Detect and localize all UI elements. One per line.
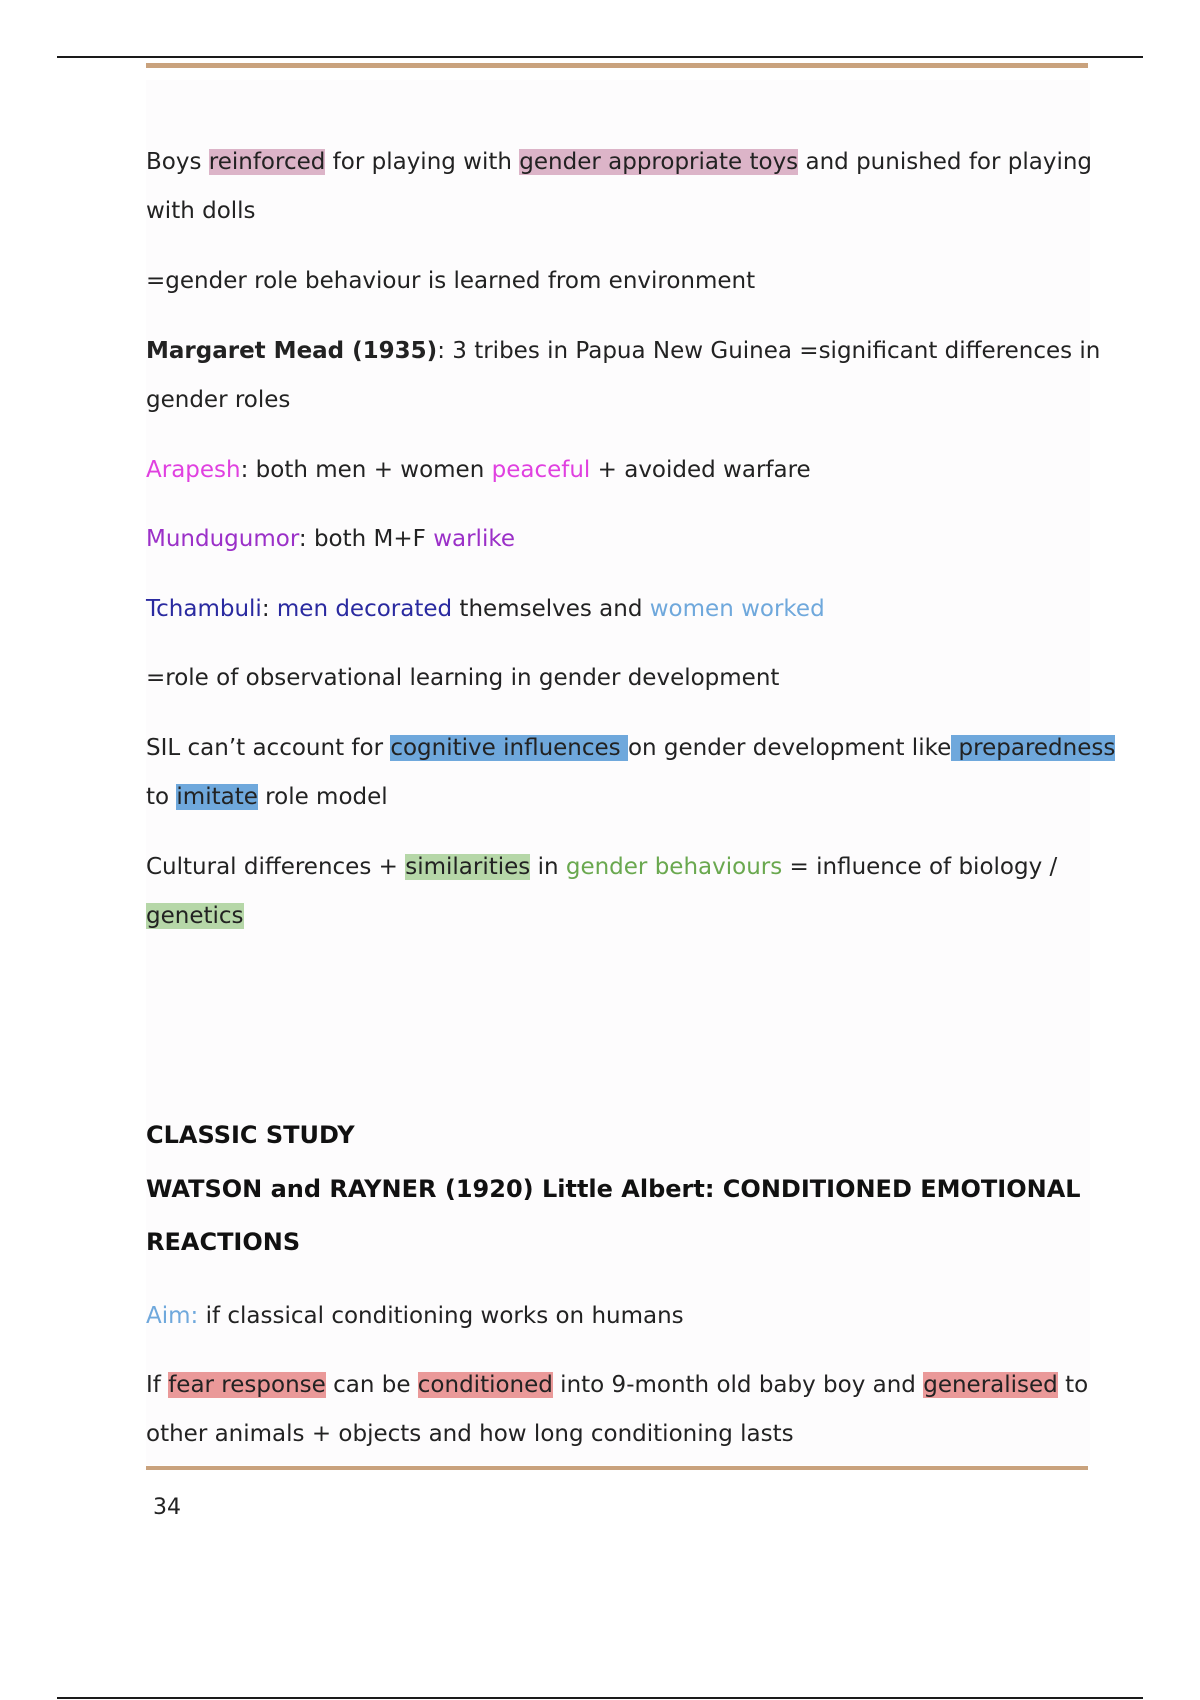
bottom-frame-line	[57, 1697, 1143, 1699]
colored-women-worked: women worked	[649, 596, 825, 622]
study-title	[146, 1163, 1081, 1269]
text: other animals + objects and how long conditioning lasts	[146, 1421, 794, 1447]
highlight-cognitive-influences: cognitive influences	[390, 735, 628, 761]
text: gender roles	[146, 387, 291, 413]
text: to	[1057, 1372, 1089, 1398]
text: If	[146, 1372, 169, 1398]
paragraph-arapesh	[146, 446, 1096, 495]
top-frame-line	[57, 56, 1143, 58]
text: for playing with	[325, 149, 520, 175]
text: : both men + women	[240, 457, 492, 483]
text: Cultural differences +	[146, 854, 406, 880]
aim-text: if classical conditioning works on humans	[198, 1303, 684, 1329]
text: and punished for playing	[798, 149, 1093, 175]
text: : both M+F	[298, 526, 434, 552]
text: with dolls	[146, 198, 256, 224]
tribe-name-arapesh: Arapesh	[146, 457, 241, 483]
colored-warlike: warlike	[433, 526, 515, 552]
text: :	[261, 596, 277, 622]
text: on gender development like	[627, 735, 952, 761]
paragraph-tchambuli	[146, 585, 1096, 634]
highlight-fear-response: fear response	[168, 1372, 326, 1398]
bold-citation: Margaret Mead (1935)	[146, 338, 438, 364]
text: role model	[257, 784, 388, 810]
study-title-line-1: WATSON and RAYNER (1920) Little Albert: CONDITIONED EMOTIONAL	[146, 1175, 1081, 1203]
paragraph-mundugumor	[146, 515, 1096, 564]
highlight-reinforced: reinforced	[208, 149, 326, 175]
header-rule	[146, 63, 1088, 68]
text: + avoided warfare	[590, 457, 811, 483]
text: = influence of biology /	[782, 854, 1058, 880]
paragraph-sil-cognitive	[146, 724, 1116, 822]
highlight-preparedness: preparedness	[951, 735, 1116, 761]
highlight-conditioned: conditioned	[417, 1372, 553, 1398]
text: SIL can’t account for	[146, 735, 391, 761]
highlight-generalised: generalised	[923, 1372, 1058, 1398]
text: into 9-month old baby boy and	[552, 1372, 924, 1398]
paragraph-boys-reinforced	[146, 138, 1096, 236]
colored-men-decorated: men decorated	[276, 596, 453, 622]
study-title-line-2: REACTIONS	[146, 1228, 301, 1256]
highlight-imitate: imitate	[176, 784, 258, 810]
colored-peaceful: peaceful	[491, 457, 591, 483]
paragraph-fear-response	[146, 1361, 1096, 1459]
text: : 3 tribes in Papua New Guinea =significant differences in	[437, 338, 1101, 364]
highlight-genetics: genetics	[146, 903, 244, 929]
paragraph-aim	[146, 1292, 1096, 1341]
footer-rule	[146, 1466, 1088, 1470]
text: in	[530, 854, 566, 880]
highlight-similarities: similarities	[405, 854, 531, 880]
paragraph-gender-role-learned: =gender role behaviour is learned from environment	[146, 268, 756, 294]
paragraph-margaret-mead	[146, 327, 1101, 425]
aim-label: Aim:	[146, 1303, 199, 1329]
text: can be	[325, 1372, 418, 1398]
section-heading-classic-study: CLASSIC STUDY	[146, 1121, 355, 1149]
colored-gender-behaviours: gender behaviours	[565, 854, 783, 880]
text: to	[146, 784, 177, 810]
tribe-name-tchambuli: Tchambuli	[146, 596, 262, 622]
page-number: 34	[153, 1495, 181, 1520]
text: themselves and	[452, 596, 650, 622]
highlight-gender-appropriate-toys: gender appropriate toys	[519, 149, 799, 175]
tribe-name-mundugumor: Mundugumor	[146, 526, 299, 552]
paragraph-observational-learning: =role of observational learning in gender development	[146, 665, 780, 691]
text: Boys	[146, 149, 209, 175]
paragraph-cultural-differences	[146, 843, 1096, 941]
